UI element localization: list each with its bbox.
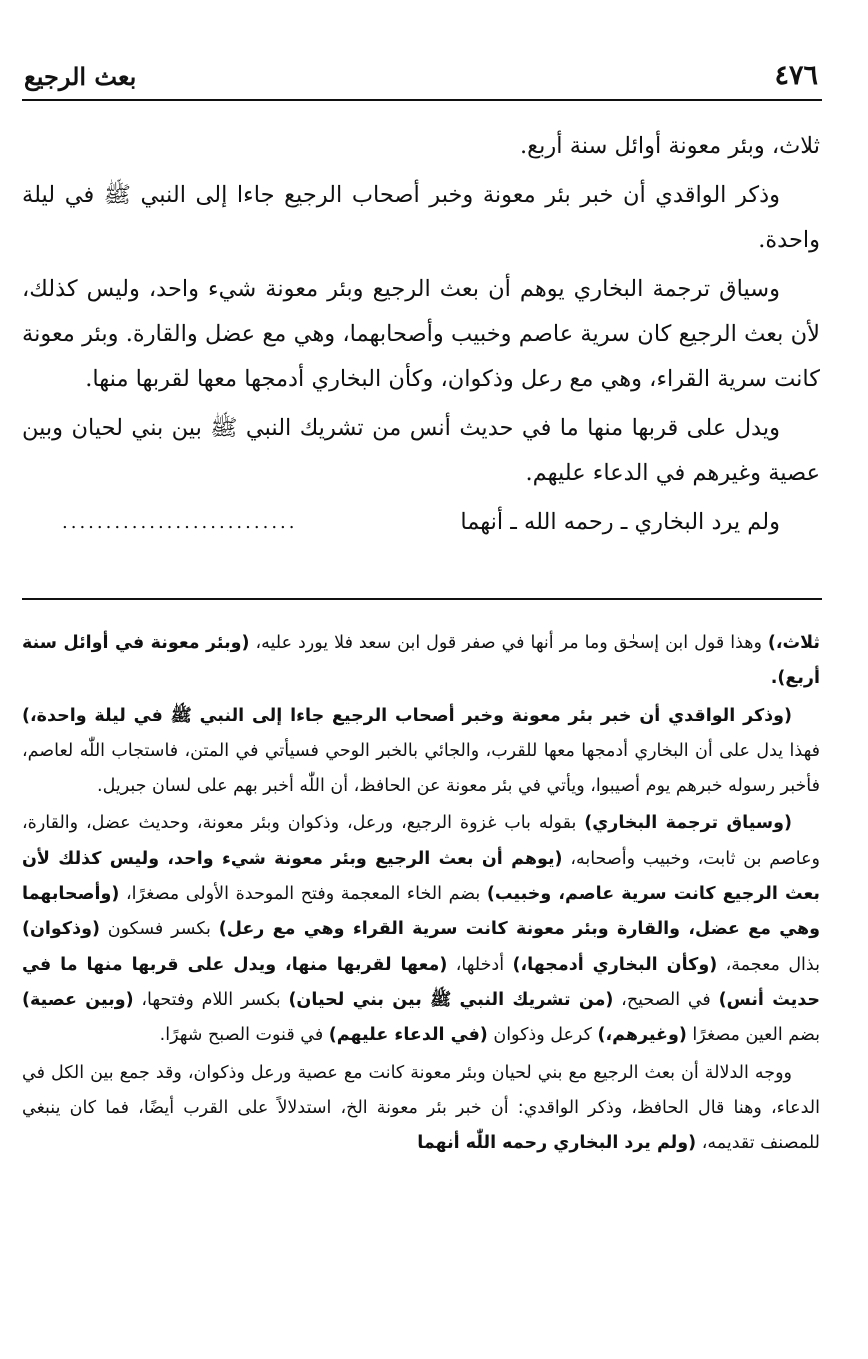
commentary-text-span: وهذا قول ابن إسحٰق وما مر أنها في صفر قول ابن سعد فلا يورد عليه،: [249, 633, 768, 653]
main-paragraph-5: [22, 500, 820, 545]
main-paragraph-5-text: ولم يرد البخاري ـ رحمه الله ـ أنهما: [460, 509, 780, 535]
quoted-text: (وبئر معونة في أوائل سنة أربع).: [22, 633, 820, 689]
quoted-text: (وبين عصية): [22, 989, 134, 1010]
quoted-text: ثلاث،): [767, 633, 820, 653]
quoted-text: (وكأن البخاري أدمجها،): [512, 954, 718, 975]
quoted-text: (يوهم أن بعث الرجيع وبئر معونة شيء واحد، وليس كذلك لأن بعث الرجيع كانت سرية عاصم، وخبيب): [22, 848, 820, 905]
main-paragraph-3: وسياق ترجمة البخاري يوهم أن بعث الرجيع وبئر معونة شيء واحد، وليس كذلك، لأن بعث الرجيع كان سرية عاصم وخبيب وأصحابهما، وهي مع عضل والقارة. وبئر معونة كانت سرية القراء، وهي مع رعل وذكوان، وكأن البخاري أدمجها معها لقربها منها.: [22, 276, 820, 392]
commentary-text-span: فهذا يدل على أن البخاري أدمجها معها للقرب، والجائي بالخبر الوحي فسيأتي في المتن، فاستجاب اللّٰه لعاصم، فأخبر رسوله خبرهم يوم أصيبوا، ويأتي في بئر معونة عن الحافظ، أن اللّٰه أخبر بهم على لسان جبريل.: [22, 740, 820, 797]
commentary-text: [22, 626, 820, 1163]
quoted-text: (وذكوان): [22, 919, 100, 940]
quoted-text: (وأصحابهما وهي مع عضل، والقارة وبئر معونة كانت سرية القراء وهي مع رعل): [22, 884, 820, 940]
commentary-paragraph-2: [22, 699, 820, 805]
main-paragraph-2: وذكر الواقدي أن خبر بئر معونة وخبر أصحاب الرجيع جاءا إلى النبي ﷺ في ليلة واحدة.: [22, 182, 820, 253]
running-title: بعث الرجيع: [24, 62, 137, 91]
quoted-text: (وذكر الواقدي أن خبر بئر معونة وخبر أصحاب الرجيع جاءا إلى النبي ﷺ في ليلة واحدة،): [22, 705, 792, 726]
main-paragraph-4: ويدل على قربها منها ما في حديث أنس من تشريك النبي ﷺ بين بني لحيان وبين عصية وغيرهم في الدعاء عليهم.: [22, 415, 820, 486]
commentary-text-span: بضم الخاء المعجمة وفتح الموحدة الأولى مصغرًا،: [119, 884, 487, 905]
commentary-text-span: بذال معجمة،: [717, 954, 820, 975]
quoted-text: (وغيرهم،): [597, 1025, 687, 1046]
commentary-text-span: بكسر فسكون: [99, 919, 219, 940]
commentary-text-span: في الصحيح،: [613, 989, 719, 1010]
commentary-text-span: أدخلها،: [447, 954, 513, 975]
quoted-text: (معها لقربها منها، ويدل على قربها منها ما في حديث أنس): [22, 954, 821, 1010]
continuation-dots: ...........................: [62, 512, 298, 533]
commentary-text-span: بقوله باب غزوة الرجيع، ورعل، وذكوان وبئر معونة، وحديث عضل، والقارة، وعاصم بن ثابت، وخبيب وأصحابه،: [22, 813, 820, 869]
commentary-paragraph-1: [22, 626, 820, 697]
quoted-text: (وسياق ترجمة البخاري): [584, 813, 792, 834]
page-header: [22, 60, 820, 100]
quoted-text: (في الدعاء عليهم): [328, 1025, 488, 1046]
commentary-paragraph-3: [22, 806, 820, 1053]
commentary-text-span: ووجه الدلالة أن بعث الرجيع مع بني لحيان وبئر معونة كانت مع عصية ورعل وذكوان، وقد جمع بين الكل في الدعاء، وهنا قال الحافظ، وذكر الواقدي: أن خبر بئر معونة الخ، استدلالاً على القرب أيضًا، فما كان ينبغي للمصنف تقديمه،: [22, 1062, 820, 1154]
header-rule: [22, 99, 822, 101]
quoted-text: (ولم يرد البخاري رحمه اللّٰه أنهما: [417, 1133, 697, 1154]
quoted-text: (من تشريك النبي ﷺ بين بني لحيان): [288, 989, 614, 1010]
page-number: ٤٧٦: [774, 60, 818, 91]
main-paragraph-1: ثلاث، وبئر معونة أوائل سنة أربع.: [520, 133, 820, 159]
separator-rule: [22, 598, 822, 600]
commentary-text-span: في قنوت الصبح شهرًا.: [159, 1025, 329, 1046]
commentary-paragraph-4: [22, 1056, 820, 1162]
commentary-text-span: بكسر اللام وفتحها،: [133, 989, 289, 1010]
commentary-text-span: كرعل وذكوان: [487, 1025, 598, 1046]
commentary-text-span: بضم العين مصغرًا: [686, 1025, 820, 1046]
main-text: [22, 124, 820, 549]
